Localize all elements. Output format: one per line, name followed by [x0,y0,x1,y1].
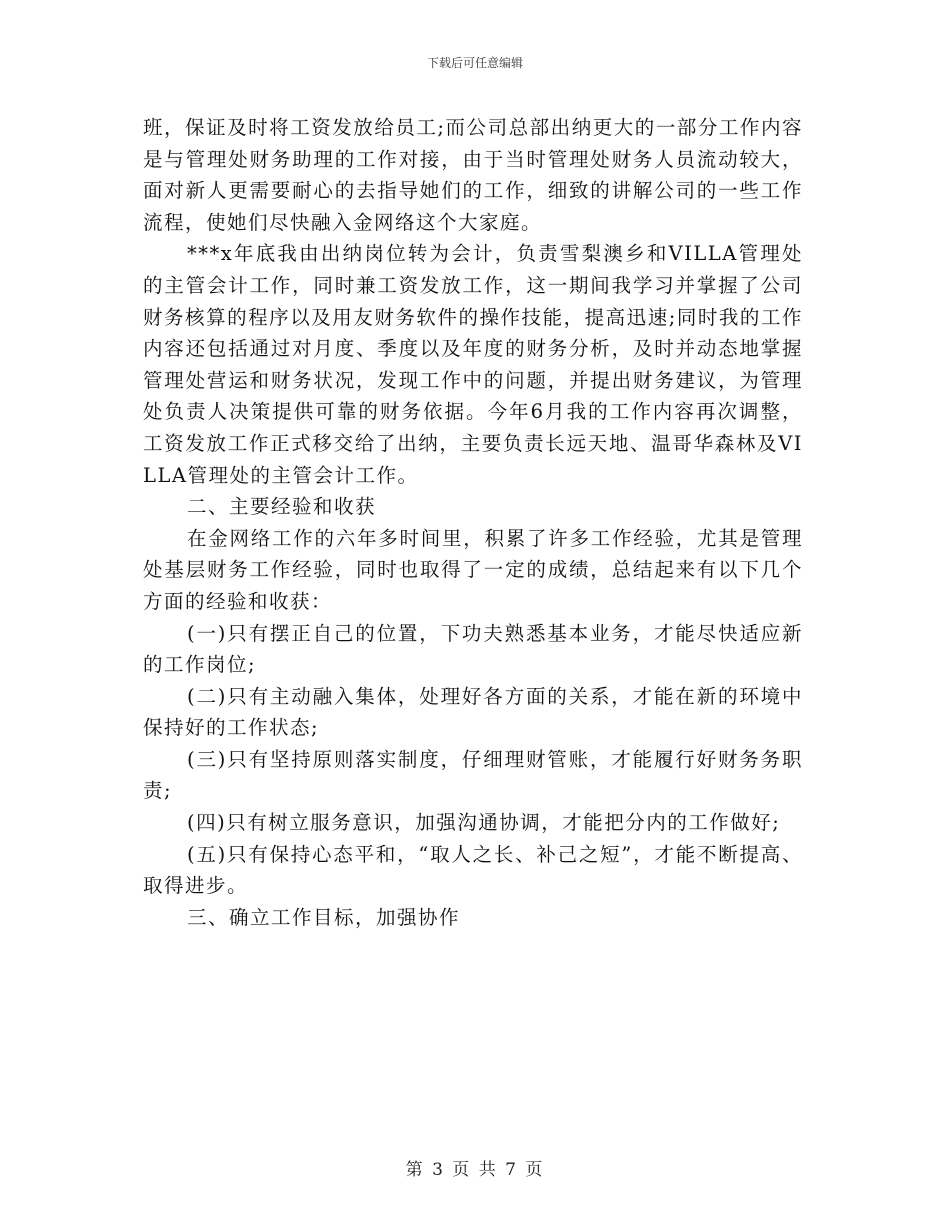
list-item-2: (二)只有主动融入集体，处理好各方面的关系，才能在新的环境中保持好的工作状态; [143,684,803,740]
list-item-3: (三)只有坚持原则落实制度，仔细理财管账，才能履行好财务务职责; [143,747,803,803]
paragraph-1: 班，保证及时将工资发放给员工;而公司总部出纳更大的一部分工作内容是与管理处财务助理的工作对接，由于当时管理处财务人员流动较大，面对新人更需要耐心的去指导她们的工作，细致的讲解公司的一些工作流程，使她们尽快融入金网络这个大家庭。 [143,116,803,234]
list-item-4: (四)只有树立服务意识，加强沟通协调，才能把分内的工作做好; [187,811,781,835]
paragraph-3: 在金网络工作的六年多时间里，积累了许多工作经验，尤其是管理处基层财务工作经验，同时也取得了一定的成绩，总结起来有以下几个方面的经验和收获： [143,526,803,613]
list-item-5: (五)只有保持心态平和，“取人之长、补己之短”，才能不断提高、取得进步。 [143,842,803,898]
section-heading-2: 二、主要经验和收获 [187,495,377,519]
paragraph-2: ***x年底我由出纳岗位转为会计，负责雪梨澳乡和VILLA管理处的主管会计工作，同时兼工资发放工作，这一期间我学习并掌握了公司财务核算的程序以及用友财务软件的操作技能，提高迅速;同时我的工作内容还包括通过对月度、季度以及年度的财务分析，及时并动态地掌握管理处营运和财务状况，发现工作中的问题，并提出财务建议，为管理处负责人决策提供可靠的财务依据。今年6月我的工作内容再次调整，工资发放工作正式移交给了出纳，主要负责长远天地、温哥华森林及VILLA管理处的主管会计工作。 [143,242,803,487]
page-footer: 第 3 页 共 7 页 [405,1160,545,1180]
section-heading-3: 三、确立工作目标，加强协作 [187,905,461,929]
document-body [143,112,803,933]
list-item-1: (一)只有摆正自己的位置，下功夫熟悉基本业务，才能尽快适应新的工作岗位; [143,621,803,677]
page-header: 下载后可任意编辑 [426,56,523,70]
